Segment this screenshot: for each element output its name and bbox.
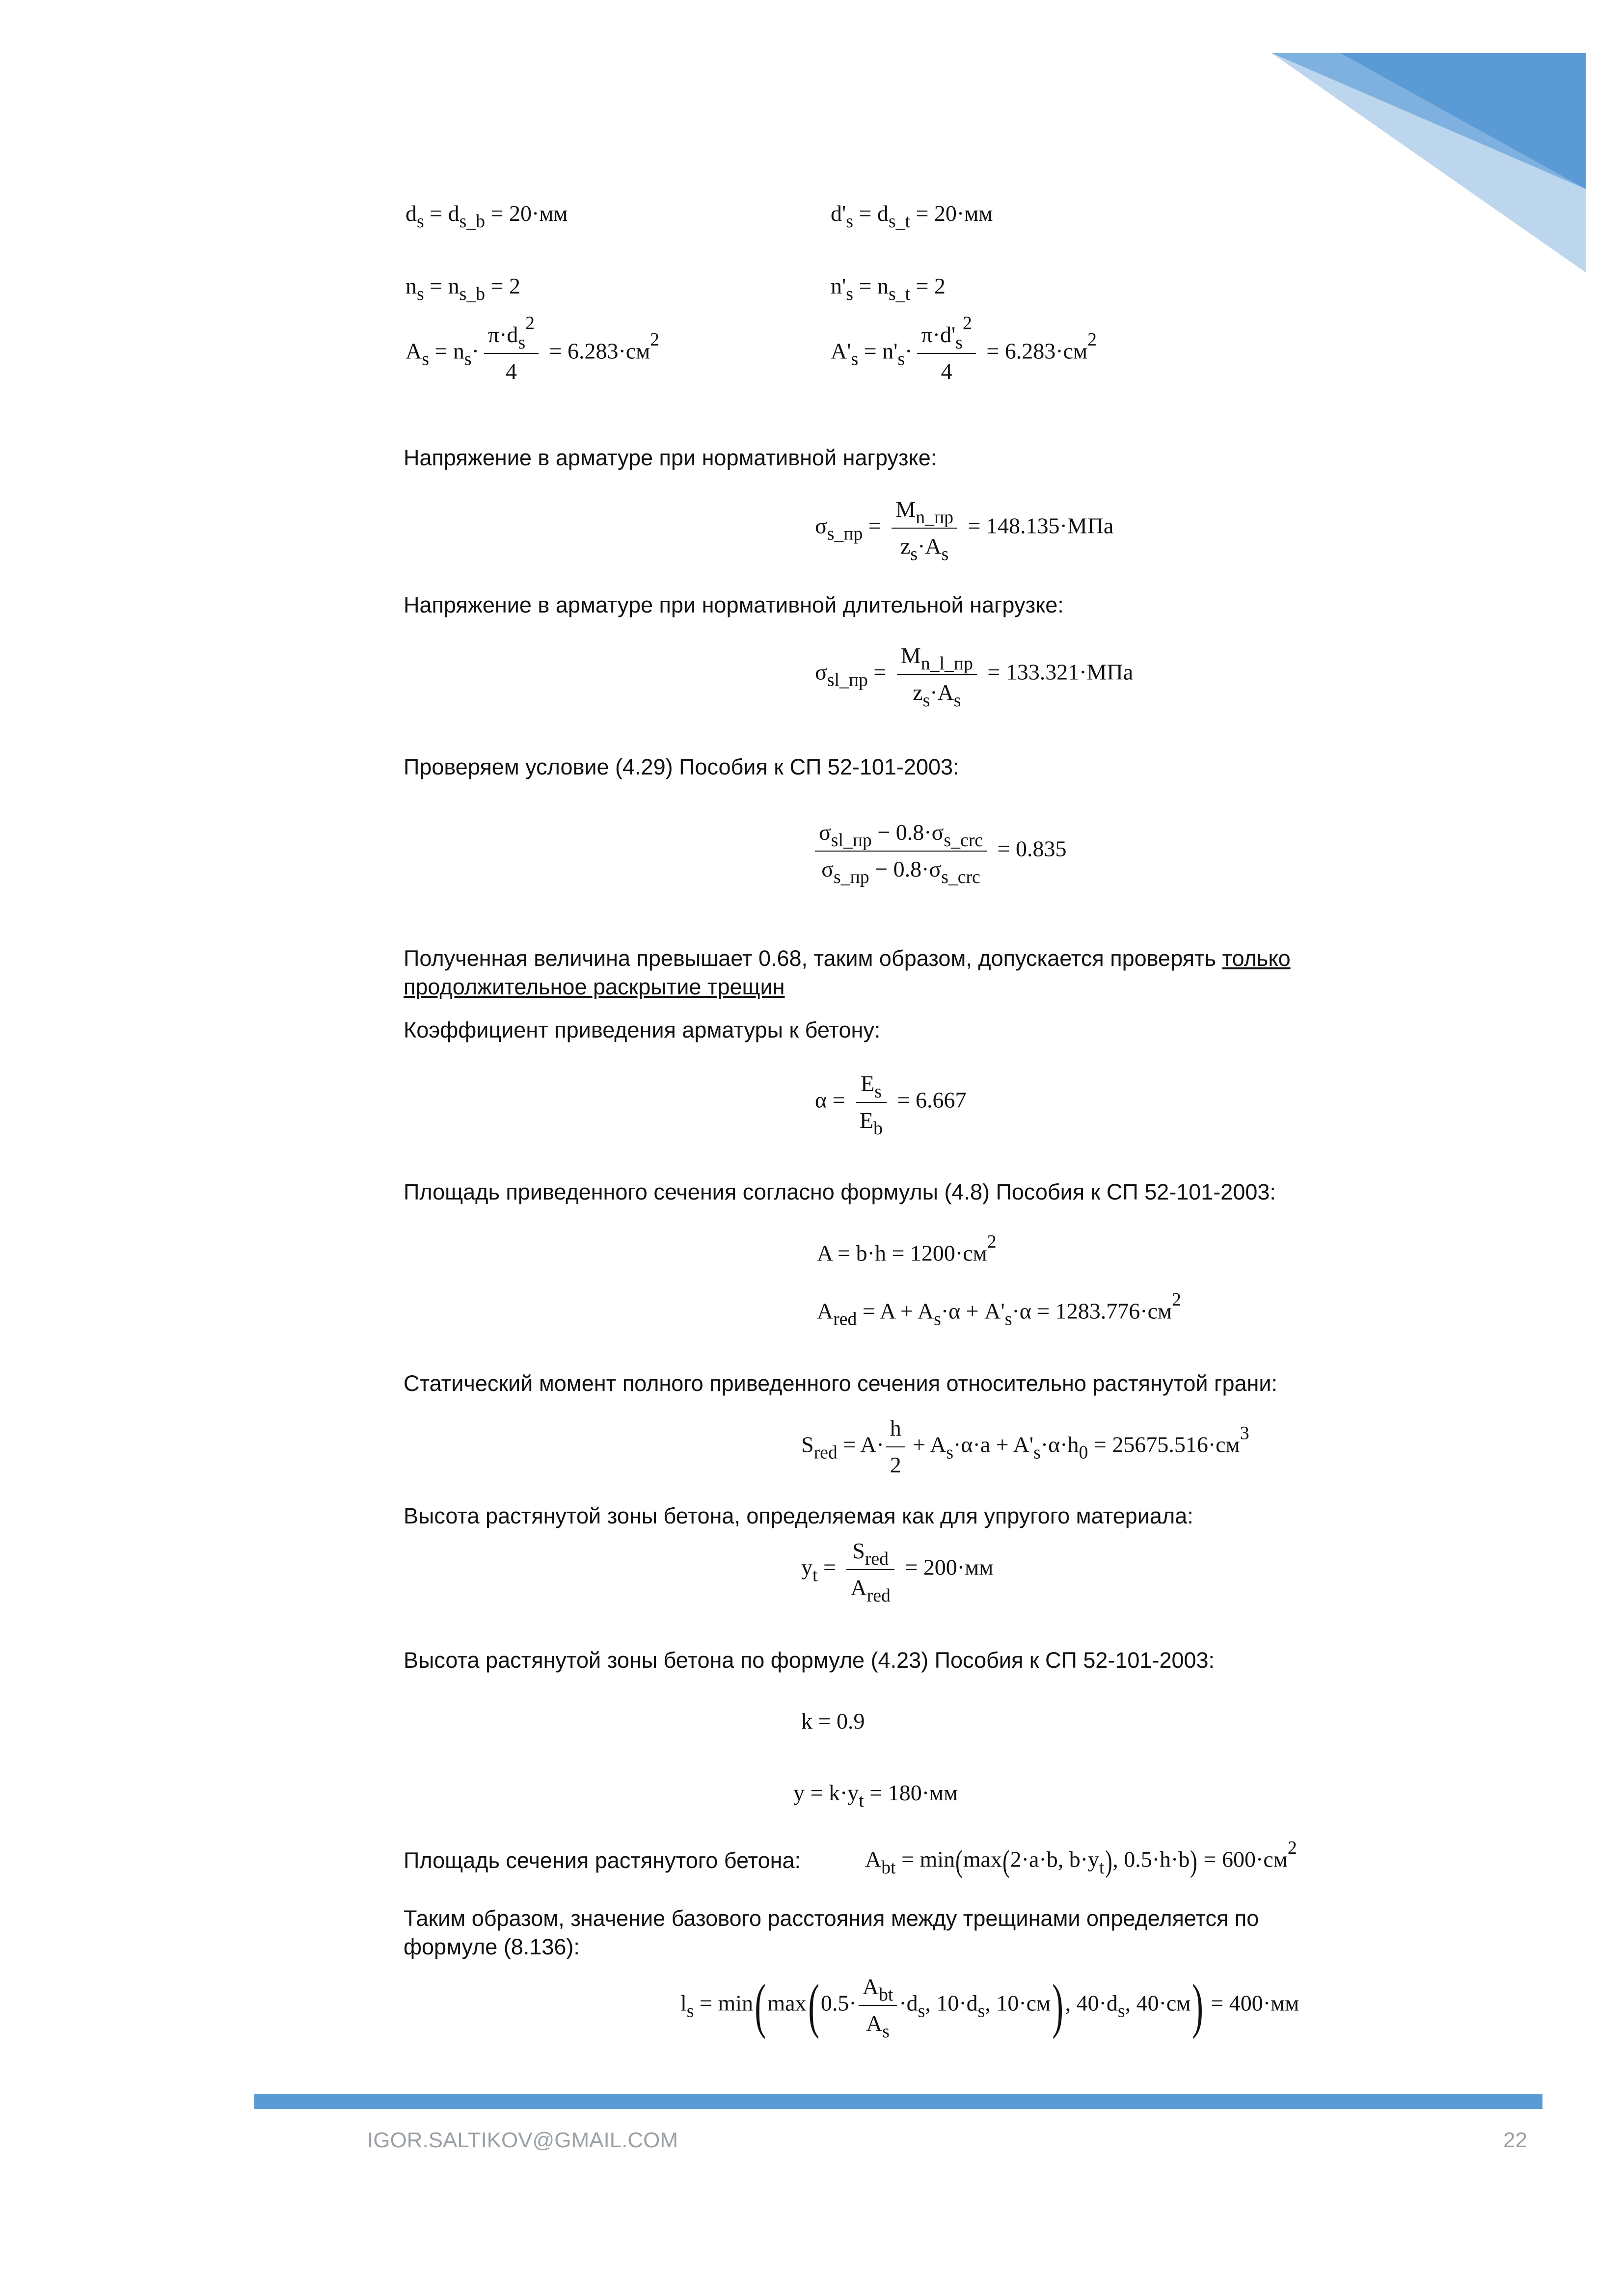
formula-abt: $A_{bt} = \min(\max(2\cdot a\cdot b$, $b\cdot y_t$), $0.5\cdot h\cdot b) = 600\cdot см^2$ <box>865 1838 1297 1878</box>
formula-k: k = 0.9 <box>801 1709 865 1734</box>
paragraph-conclusion <box>404 944 1385 1001</box>
value-ls: 400·мм <box>1229 1990 1299 2016</box>
value-static-moment: 25675.516·см <box>1112 1432 1240 1457</box>
formula-ds: $d_s = d_{s\_b} = 20\cdot мм$ <box>406 201 568 232</box>
formula-As: $A_s = n_s\cdot$ $\frac{\pi\cdot d_s^2}{4}$ = $6.283\cdot см^2$ <box>406 313 660 384</box>
formula-ratio: $\frac{\sigma_{sl\_пр} - 0.8\cdot\sigma_{s\_crc}}{\sigma_{s\_пр} - 0.8\cdot\sigma_{s\_crc}}$ = 0.835 <box>815 820 1066 882</box>
paragraph-check-condition: Проверяем условие (4.29) Пособия к СП 52-101-2003: <box>404 754 959 779</box>
formula-area-reduced: $A_{red} = A + A_s\cdot\alpha + A'_s\cdot\alpha = 1283.776\cdot см^2$ <box>817 1289 1181 1330</box>
formula-sigma-s: $\sigma_{s\_пр}$ = $\frac{M_{n\_пр}}{z_s\cdot A_s}$ = 148.135·МПа <box>815 497 1114 565</box>
paragraph-static-moment: Статический момент полного приведенного сечения относительно растянутой грани: <box>404 1371 1278 1396</box>
value-k: 0.9 <box>836 1709 865 1734</box>
conclusion-underlined-2: продолжительное раскрытие трещин <box>404 974 785 999</box>
footer-page-number: 22 <box>1503 2128 1527 2152</box>
value-sigma-s: 148.135·МПа <box>986 513 1114 538</box>
formula-As-top: $A'_s = n'_s\cdot$ $\frac{\pi\cdot d'_s^2}{4}$ = $6.283\cdot см^2$ <box>831 313 1097 384</box>
formula-yt: $y_t$ = $\frac{S_{red}}{A_{red}}$ = 200·мм <box>801 1538 994 1606</box>
paragraph-tension-height-formula: Высота растянутой зоны бетона по формуле (4.23) Пособия к СП 52-101-2003: <box>404 1648 1215 1673</box>
footer-email: IGOR.SALTIKOV@GMAIL.COM <box>367 2128 678 2152</box>
paragraph-tension-height-elastic: Высота растянутой зоны бетона, определяемая как для упругого материала: <box>404 1503 1193 1528</box>
paragraph-stress-longterm: Напряжение в арматуре при нормативной длительной нагрузке: <box>404 592 1064 617</box>
crack-spacing-line-2: формуле (8.136): <box>404 1934 580 1959</box>
value-ds: 20·мм <box>509 201 568 226</box>
formula-ds-top: $d'_s = d_{s\_t} = 20\cdot мм$ <box>831 201 993 232</box>
value-abt: 600·см <box>1222 1846 1288 1872</box>
value-y: 180·мм <box>888 1780 958 1805</box>
conclusion-underlined-1: только <box>1222 946 1291 971</box>
formula-ls: $l_s = \min(\max(0.5\cdot$ $\frac{A_{bt}}{A_s}$ $\cdot d_s$, $10\cdot d_s$, 10·см), $40\cdot d_s$, 40·см) = 400·мм <box>680 1971 1299 2042</box>
value-area-reduced: 1283.776·см <box>1055 1298 1172 1324</box>
paragraph-crack-spacing <box>404 1904 1259 1961</box>
crack-spacing-line-1: Таким образом, значение базового расстояния между трещинами определяется по <box>404 1906 1259 1931</box>
value-area: 1200·см <box>910 1240 987 1266</box>
value-ds-top: 20·мм <box>934 201 993 226</box>
value-yt: 200·мм <box>923 1554 994 1580</box>
formula-alpha: α = $\frac{E_s}{E_b}$ = 6.667 <box>815 1071 967 1139</box>
formula-static-moment: $S_{red} = A\cdot$ $\frac{h}{2}$ + $A_s\cdot\alpha\cdot a + A'_s\cdot\alpha\cdot h_0 = 25675.516\cdot см^3$ <box>801 1415 1249 1477</box>
value-sigma-sl: 133.321·МПа <box>1005 659 1134 685</box>
formula-ns: $n_s = n_{s\_b} = 2$ <box>406 273 520 305</box>
formula-y: $y = k\cdot y_t = 180\cdot мм$ <box>793 1780 958 1812</box>
paragraph-reduced-area: Площадь приведенного сечения согласно формулы (4.8) Пособия к СП 52-101-2003: <box>404 1179 1276 1204</box>
value-ns: 2 <box>509 273 520 298</box>
value-As-top: 6.283·см <box>1004 338 1088 364</box>
formula-ns-top: $n'_s = n_{s\_t} = 2$ <box>831 273 946 305</box>
paragraph-tension-concrete-area: Площадь сечения растянутого бетона: <box>404 1848 801 1873</box>
conclusion-text: Полученная величина превышает 0.68, таким образом, допускается проверять <box>404 946 1222 971</box>
value-ns-top: 2 <box>934 273 946 298</box>
formula-sigma-sl: $\sigma_{sl\_пр}$ = $\frac{M_{n\_l\_пр}}{z_s\cdot A_s}$ = 133.321·МПа <box>815 643 1134 711</box>
value-ratio: 0.835 <box>1015 836 1067 861</box>
formula-area: $A = b\cdot h = 1200\cdot см^2$ <box>817 1231 997 1266</box>
footer-accent-bar <box>254 2094 1542 2109</box>
corner-triangle-decoration <box>0 0 1623 294</box>
paragraph-stress-normative: Напряжение в арматуре при нормативной нагрузке: <box>404 445 937 470</box>
value-As: 6.283·см <box>567 338 650 364</box>
paragraph-reduction-coefficient: Коэффициент приведения арматуры к бетону: <box>404 1017 881 1042</box>
value-alpha: 6.667 <box>915 1087 967 1113</box>
